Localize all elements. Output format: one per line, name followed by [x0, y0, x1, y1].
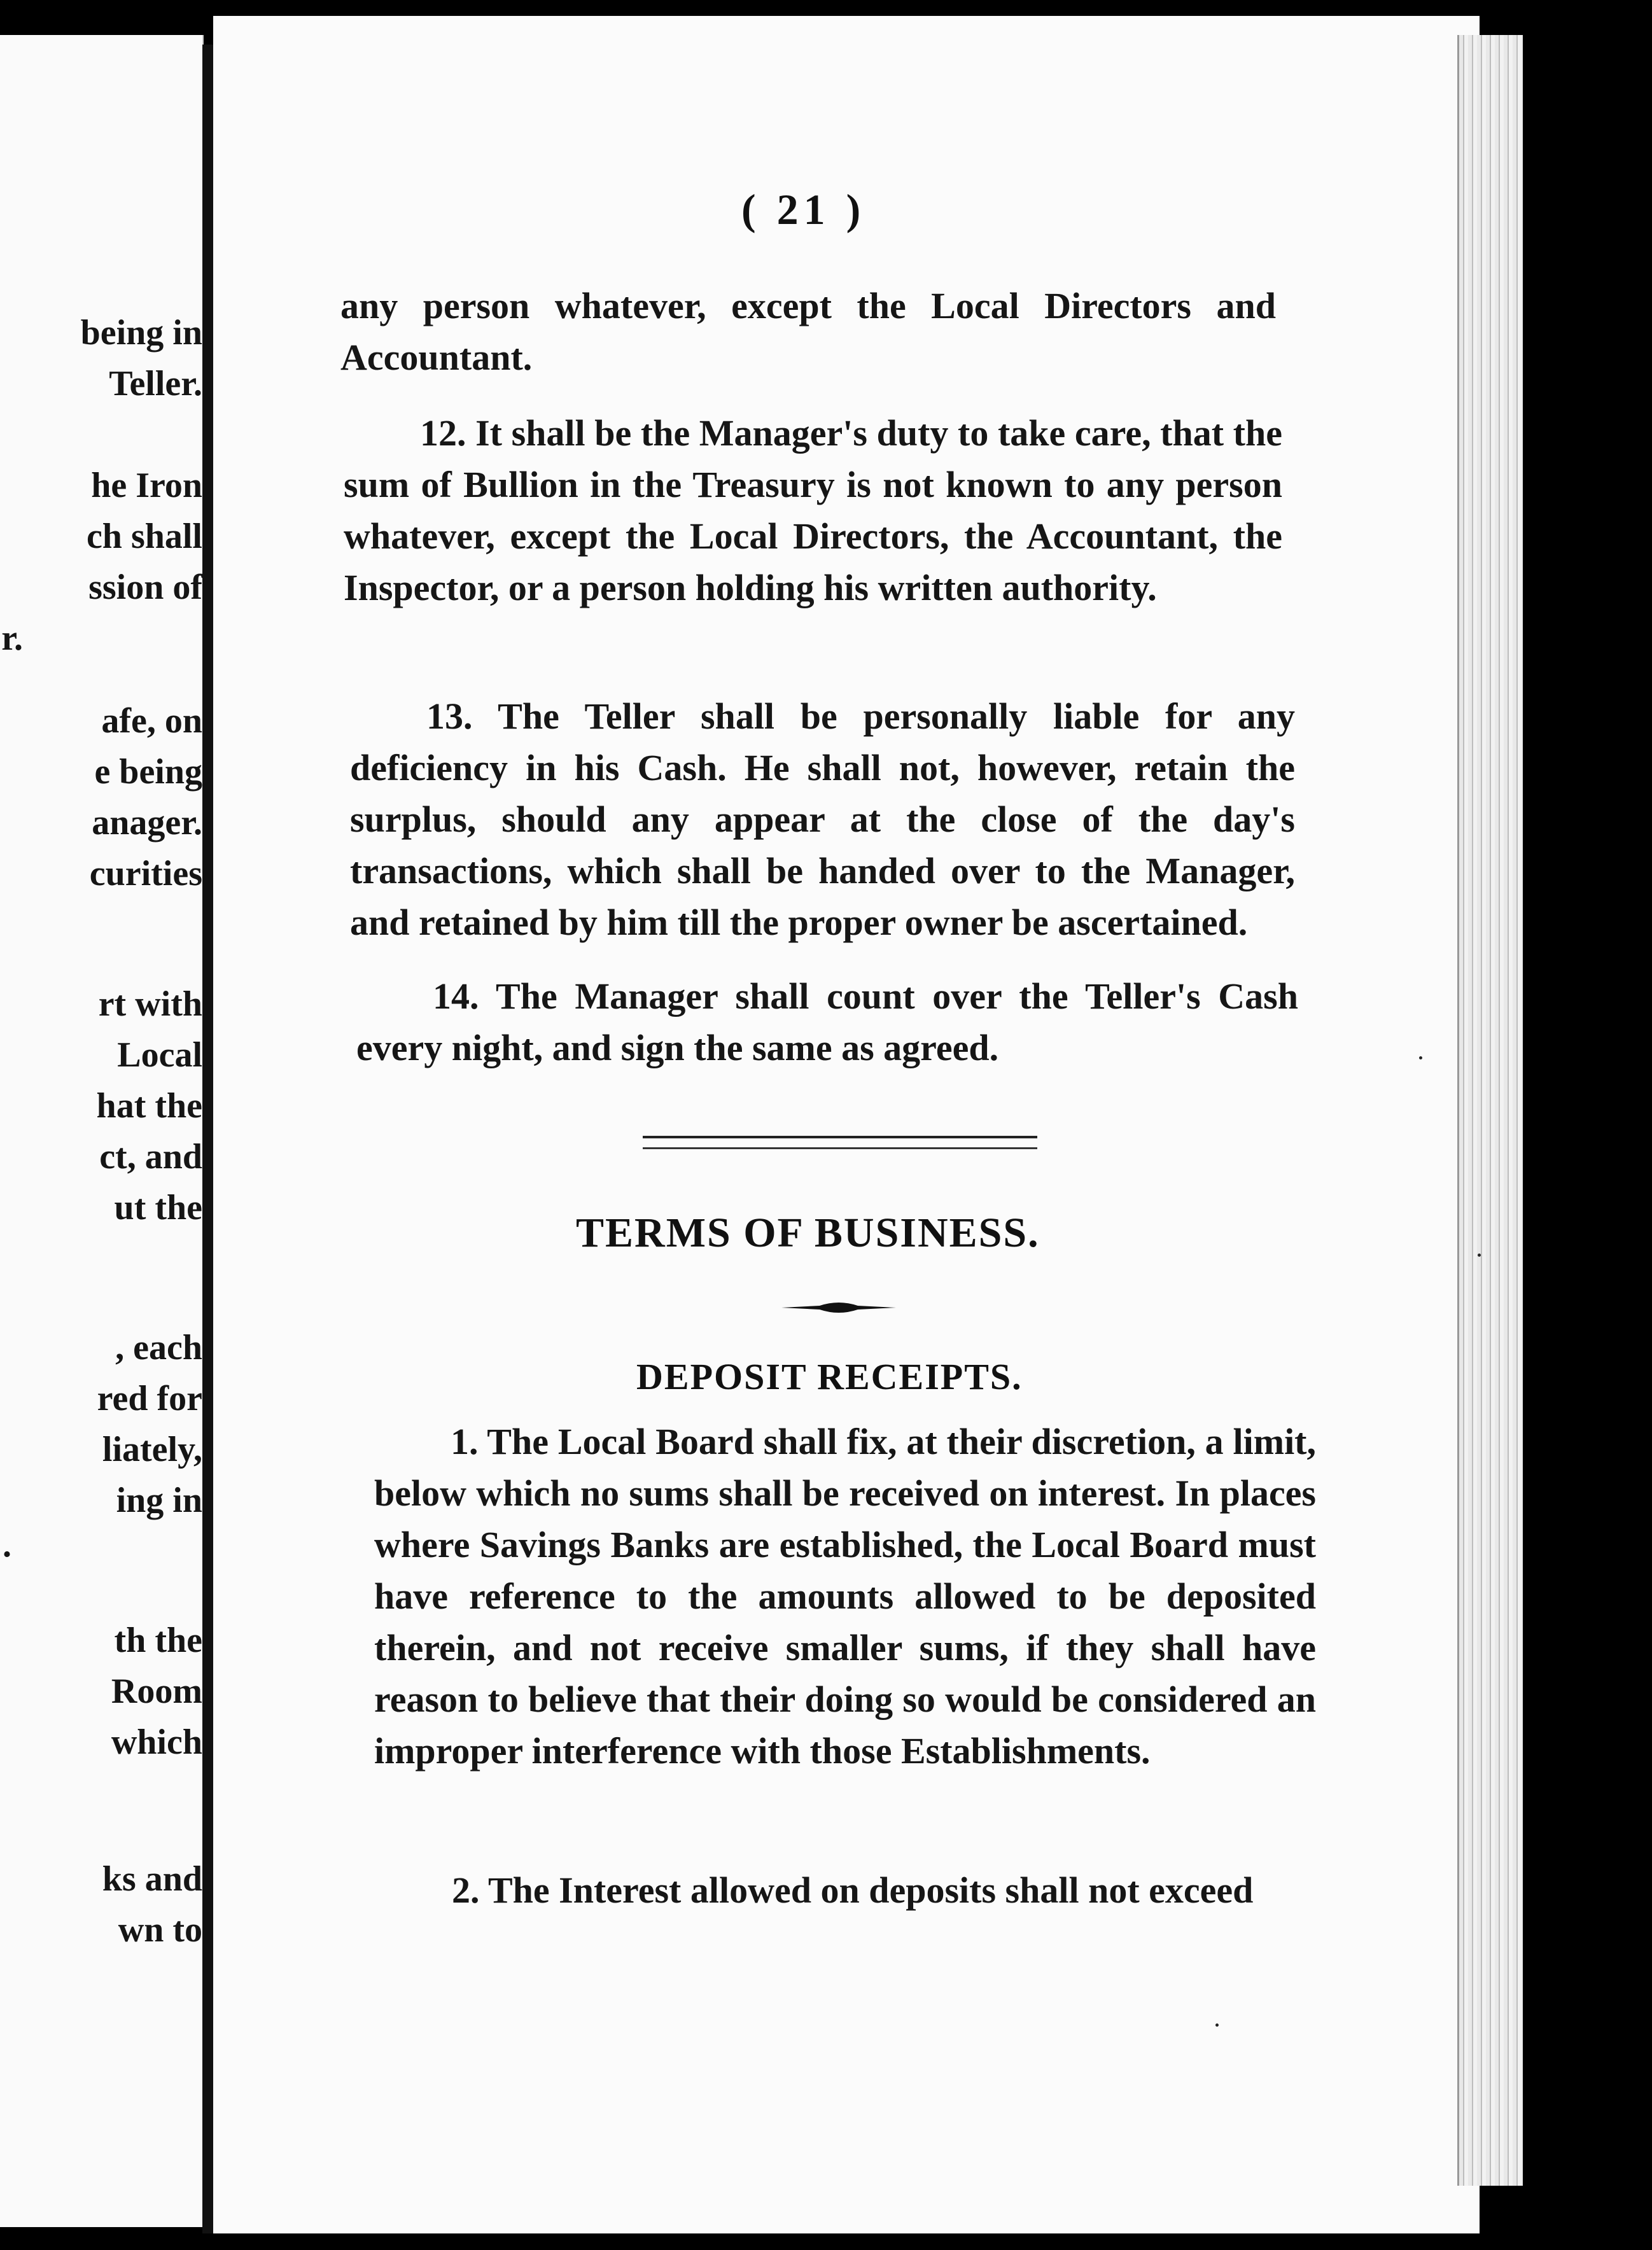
left-page-line: curities [89, 854, 202, 893]
deposit-paragraph-1 [374, 1416, 1316, 1777]
paragraph-text: 12. It shall be the Manager's duty to take care, that the sum of Bullion in the Treasury is not known to any person whatever, except the Local Directors, the Accountant, the Inspector, or a person holding his written authority. [344, 412, 1282, 608]
left-page [0, 35, 204, 2227]
deposit-paragraph-2 [375, 1864, 1320, 1916]
left-page-line: being in [80, 313, 202, 353]
left-page-line: th the [114, 1621, 202, 1660]
left-page-line: ut the [114, 1188, 202, 1227]
paragraph-12 [344, 407, 1282, 613]
left-page-line: wn to [118, 1910, 202, 1950]
left-page-line: ssion of [88, 568, 202, 607]
left-page-line: , each [115, 1328, 202, 1367]
left-page-line: he Iron [91, 466, 202, 505]
left-page-line: r. [1, 618, 23, 658]
double-rule-divider [643, 1136, 1037, 1149]
left-page-line: e being [94, 752, 202, 792]
left-page-line: anager. [92, 803, 202, 842]
ornament-divider [781, 1298, 896, 1317]
paragraph-text: any person whatever, except the Local Directors and Accountant. [340, 285, 1276, 378]
left-page-line: red for [97, 1379, 202, 1418]
left-page-line: ct, and [99, 1137, 202, 1177]
left-page-line: afe, on [101, 701, 202, 741]
paragraph-text: 14. The Manager shall count over the Teller's Cash every night, and sign the same as agreed. [356, 975, 1298, 1068]
left-page-line: Teller. [109, 364, 202, 403]
subsection-title: DEPOSIT RECEIPTS. [636, 1356, 1023, 1397]
left-page-line: ks and [102, 1859, 202, 1899]
page-edges [1457, 35, 1523, 2186]
paragraph-text: 1. The Local Board shall fix, at their discretion, a limit, below which no sums shall be received on interest. In places where Savings Banks are established, the Local Board must have reference to the amounts allowed to be deposited therein, and not receive smaller sums, if they shall have reason to believe that their doing so would be considered an improper interference with those Establishments. [374, 1421, 1316, 1771]
page-number: ( 21 ) [741, 185, 866, 234]
paragraph-14 [356, 970, 1298, 1073]
scan-speck [1478, 1254, 1481, 1257]
left-page-line: rt with [98, 984, 202, 1024]
scan-speck [1419, 1056, 1422, 1059]
left-page-line: liately, [102, 1430, 202, 1469]
left-page-line: . [3, 1525, 11, 1565]
left-page-line: which [111, 1722, 202, 1762]
paragraph-continuation [340, 280, 1276, 383]
left-page-line: ing in [116, 1481, 202, 1520]
section-title: TERMS OF BUSINESS. [576, 1210, 1040, 1256]
left-page-line: ch shall [86, 517, 202, 556]
scan-speck [1215, 2023, 1219, 2027]
left-page-line: hat the [96, 1086, 202, 1126]
paragraph-13 [350, 690, 1295, 948]
paragraph-text: 2. The Interest allowed on deposits shall not exceed [452, 1869, 1254, 1911]
left-page-line: Local [117, 1035, 202, 1075]
left-page-line: Room [111, 1672, 202, 1711]
paragraph-text: 13. The Teller shall be personally liable for any deficiency in his Cash. He shall not, however, retain the surplus, should any appear at the close of the day's transactions, which shall be handed over to the Manager, and retained by him till the proper owner be ascertained. [350, 695, 1295, 943]
